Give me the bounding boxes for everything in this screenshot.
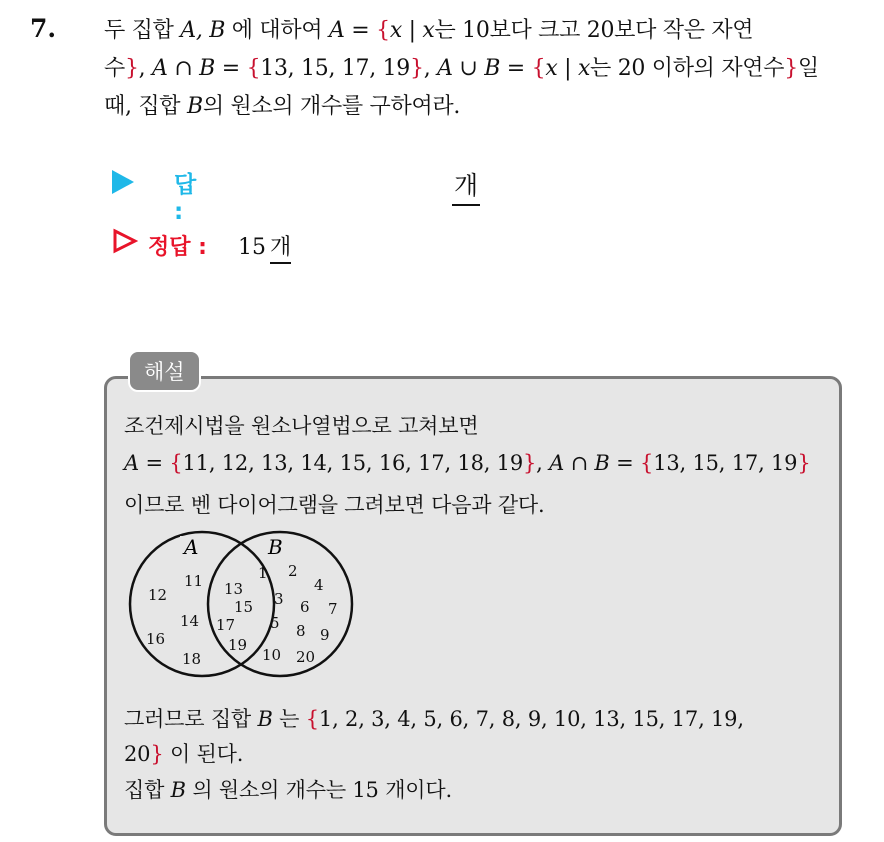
q-bar-2: | — [557, 56, 578, 81]
solution-line-3: 이므로 벤 다이어그램을 그려보면 다음과 같다. — [124, 493, 545, 517]
q-eq-3: = — [500, 56, 532, 81]
sol4-vals: 1, 2, 3, 4, 5, 6, 7, 8, 9, 10, 13, 15, 17, 19, — [318, 707, 744, 731]
q-line1-a: 두 집합 — [104, 18, 181, 43]
venn-b-only-10: 10 — [262, 646, 282, 664]
venn-intersection-13: 13 — [224, 580, 244, 598]
venn-intersection-17: 17 — [216, 616, 236, 634]
question-number: 7. — [30, 14, 57, 43]
venn-b-only-1: 1 — [258, 564, 268, 582]
venn-label-a: A — [184, 535, 199, 559]
q-line1-b: 에 대하여 — [225, 18, 329, 43]
q-setA-lhs: A — [328, 18, 345, 43]
venn-label-b: B — [268, 535, 283, 559]
sol6-b: 의 원소의 개수는 15 개이다. — [185, 778, 452, 802]
q-setA-cond: 는 10보다 크고 20보다 작은 자연 — [434, 18, 754, 43]
sol5-b: 이 된다. — [163, 742, 244, 766]
q-line2-end: 일 — [797, 56, 819, 81]
correct-answer-value — [238, 230, 291, 261]
venn-b-only-7: 7 — [328, 600, 338, 618]
sol-eq-2: = — [609, 451, 641, 475]
q-line3-a: 때, 집합 — [104, 94, 187, 119]
venn-b-only-5: 5 — [270, 614, 280, 632]
q-cap-vals: 13, 15, 17, 19 — [260, 56, 411, 81]
sol-eq: = — [138, 451, 170, 475]
sol4-a: 그러므로 집합 — [124, 707, 258, 731]
venn-b-only-8: 8 — [296, 622, 306, 640]
solution-line-4 — [124, 703, 744, 733]
q-brace-close-3: } — [784, 56, 798, 81]
venn-b-only-4: 4 — [314, 576, 324, 594]
correct-value-number: 15 — [238, 235, 266, 260]
q-var: x — [389, 18, 402, 43]
venn-a-only-11: 11 — [184, 572, 204, 590]
q-sets: A, B — [180, 18, 226, 43]
sol5-brace-close: } — [150, 742, 164, 766]
play-triangle-icon — [112, 170, 134, 194]
sol-brace-open-2: { — [640, 451, 654, 475]
q-var-2: x — [422, 18, 435, 43]
question-text — [104, 12, 864, 126]
q-line3-c: 의 원소의 개수를 구하여라. — [202, 94, 461, 119]
q-brace-open-2: { — [246, 56, 261, 81]
sol4-B: B — [257, 707, 273, 731]
sol-brace-open: { — [169, 451, 183, 475]
q-comma: , — [138, 56, 153, 81]
q-line2-start: 수 — [104, 56, 125, 81]
answer-label: 답 : — [174, 172, 197, 225]
sol6-a: 집합 — [124, 778, 171, 802]
solution-tag: 해설 — [128, 350, 201, 392]
q-brace-close-2: } — [410, 56, 424, 81]
q-bar: | — [401, 18, 423, 43]
answer-input-unit[interactable]: 개 — [452, 166, 480, 206]
q-cup-expr: A ∪ B — [437, 56, 501, 81]
correct-answer-label: 정답 : — [148, 235, 207, 260]
sol-comma: , — [536, 451, 550, 475]
venn-a-only-14: 14 — [180, 612, 200, 630]
correct-answer-row — [112, 228, 292, 260]
sol-A-vals: 11, 12, 13, 14, 15, 16, 17, 18, 19 — [182, 451, 523, 475]
sol4-b: 는 — [272, 707, 306, 731]
q-cup-cond: 는 20 이하의 자연수 — [590, 56, 785, 81]
sol-cap-vals: 13, 15, 17, 19 — [653, 451, 798, 475]
venn-b-only-6: 6 — [300, 598, 310, 616]
solution-line-1: 조건제시법을 원소나열법으로 고쳐보면 — [124, 414, 479, 438]
sol4-brace-open: { — [305, 707, 319, 731]
venn-b-only-2: 2 — [288, 562, 298, 580]
q-brace-close: } — [124, 56, 139, 81]
venn-intersection-19: 19 — [228, 636, 248, 654]
solution-line-5 — [124, 738, 243, 768]
q-eq-2: = — [215, 56, 247, 81]
sol5-vals: 20 — [124, 742, 151, 766]
answer-row — [112, 166, 479, 225]
venn-b-only-9: 9 — [320, 626, 330, 644]
sol-brace-close-2: } — [797, 451, 811, 475]
correct-value-unit: 개 — [270, 235, 291, 264]
venn-intersection-15: 15 — [234, 598, 254, 616]
q-line3-b: B — [186, 94, 203, 119]
solution-line-2 — [124, 451, 811, 475]
venn-b-only-3: 3 — [274, 590, 284, 608]
sol6-B: B — [170, 778, 186, 802]
q-brace-open: { — [376, 18, 390, 43]
venn-a-only-12: 12 — [148, 586, 168, 604]
sol-cap: A ∩ B — [549, 451, 610, 475]
q-var-3: x — [545, 56, 558, 81]
solution-line-6 — [124, 774, 452, 804]
venn-a-only-18: 18 — [182, 650, 202, 668]
q-eq: = — [344, 18, 377, 43]
outline-triangle-icon — [112, 228, 138, 260]
q-var-4: x — [577, 56, 591, 81]
venn-diagram — [118, 530, 368, 678]
sol-A: A — [124, 451, 139, 475]
venn-b-only-20: 20 — [296, 648, 316, 666]
q-comma-2: , — [423, 56, 438, 81]
q-cap-expr: A ∩ B — [152, 56, 216, 81]
sol-brace-close: } — [523, 451, 537, 475]
venn-a-only-16: 16 — [146, 630, 166, 648]
q-brace-open-3: { — [531, 56, 546, 81]
